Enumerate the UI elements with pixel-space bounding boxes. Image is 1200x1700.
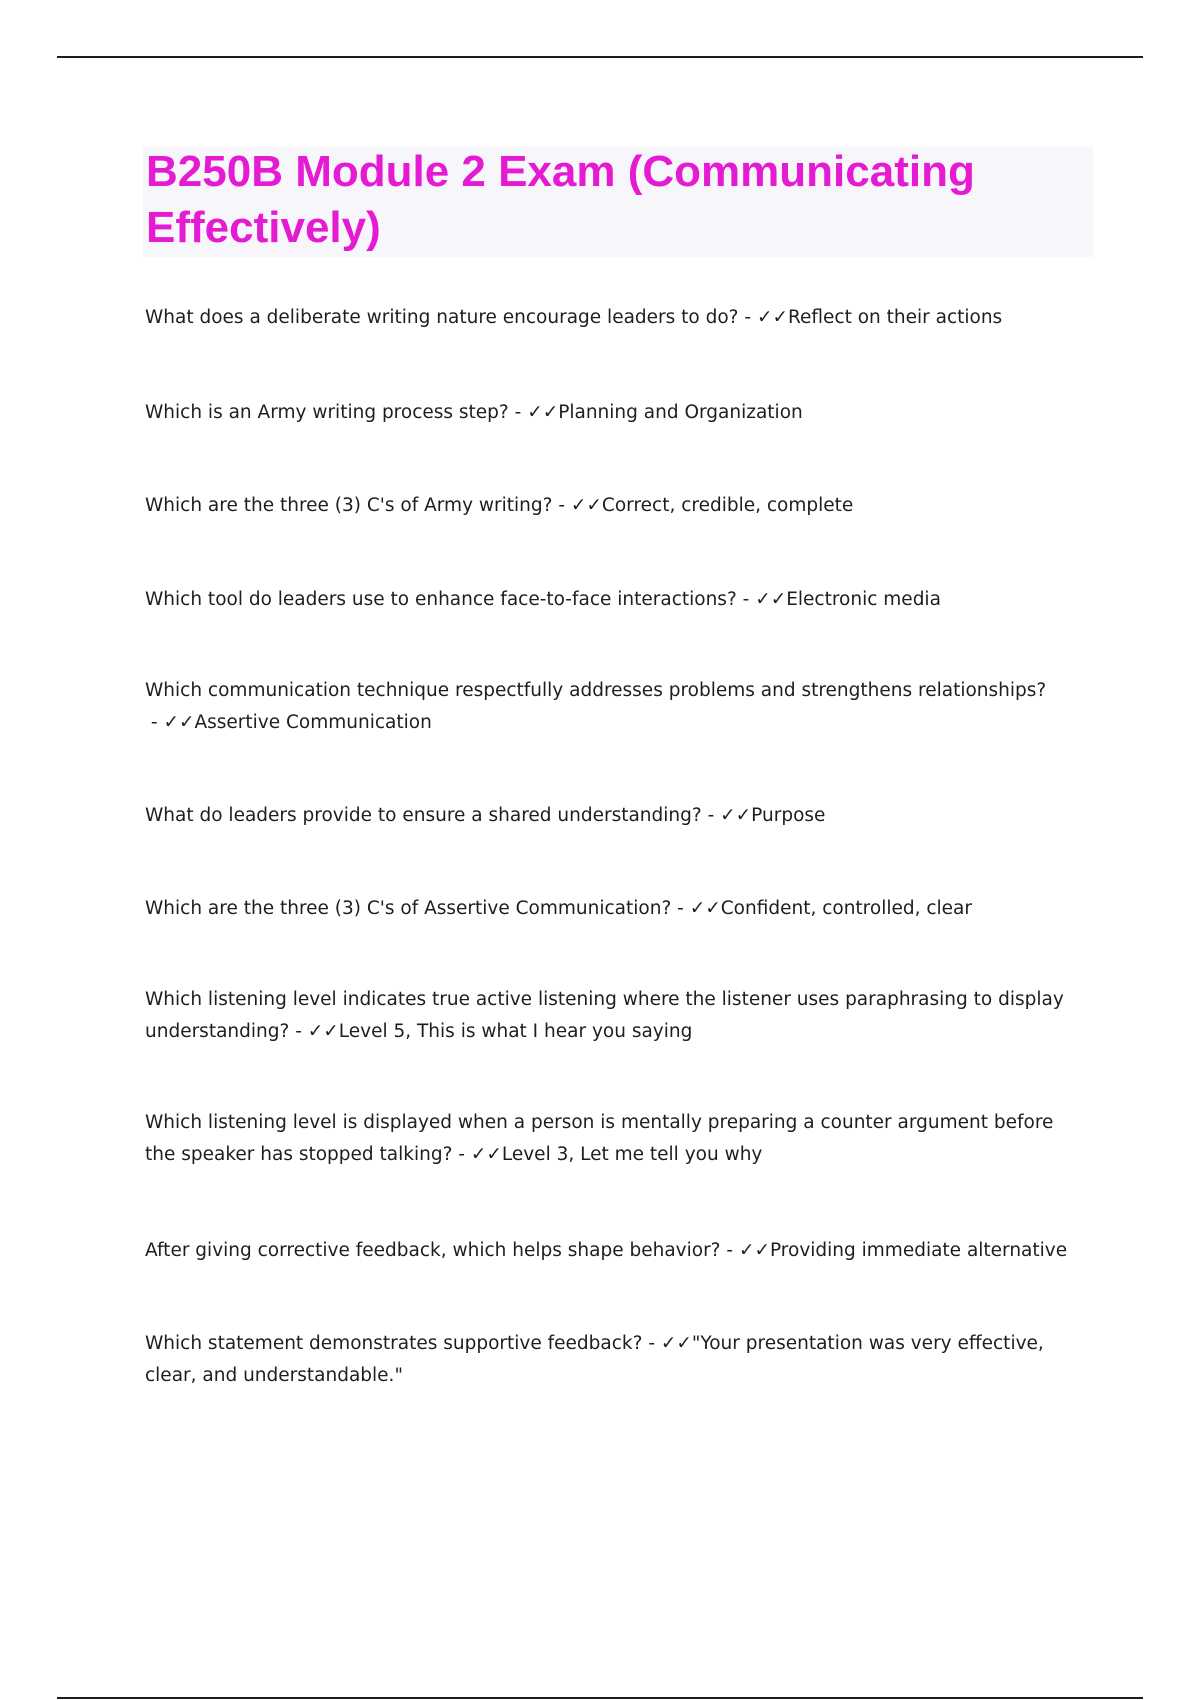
qa-item	[145, 1328, 1085, 1392]
question-text: What do leaders provide to ensure a shared understanding?	[145, 805, 702, 826]
answer-text: Providing immediate alternative	[769, 1240, 1068, 1261]
qa-item	[145, 397, 1085, 429]
qa-item	[145, 1235, 1085, 1267]
qa-item	[145, 675, 1085, 739]
question-text: Which communication technique respectfully addresses problems and strengthens relationships?	[145, 680, 1047, 701]
answer-text: Purpose	[751, 805, 826, 826]
qa-item	[145, 490, 1085, 522]
question-text: Which listening level indicates true active listening where the listener uses paraphrasing to display understanding?	[145, 989, 1064, 1042]
separator: -	[736, 589, 756, 610]
checkmark-icon: ✓✓	[720, 805, 752, 826]
checkmark-icon: ✓✓	[470, 1144, 502, 1165]
separator: -	[671, 898, 690, 919]
answer-text: "Your presentation was very effective, clear, and understandable."	[145, 1333, 1044, 1386]
separator: -	[701, 805, 721, 826]
qa-item	[145, 893, 1085, 925]
question-text: What does a deliberate writing nature encourage leaders to do?	[145, 307, 739, 328]
separator: -	[642, 1333, 661, 1354]
answer-text: Assertive Communication	[194, 712, 432, 733]
separator: -	[145, 712, 164, 733]
answer-text: Electronic media	[786, 589, 941, 610]
qa-item	[145, 584, 1085, 616]
answer-text: Level 5, This is what I hear you saying	[338, 1021, 693, 1042]
qa-item	[145, 800, 1085, 832]
answer-text: Reflect on their actions	[787, 307, 1003, 328]
separator: -	[452, 1144, 471, 1165]
answer-text: Planning and Organization	[558, 402, 803, 423]
checkmark-icon: ✓✓	[163, 712, 195, 733]
checkmark-icon: ✓✓	[756, 307, 788, 328]
bottom-rule	[57, 1697, 1143, 1699]
checkmark-icon: ✓✓	[755, 589, 787, 610]
question-text: Which statement demonstrates supportive feedback?	[145, 1333, 643, 1354]
page-title: B250B Module 2 Exam (Communicating Effectively)	[146, 147, 975, 252]
question-text: After giving corrective feedback, which helps shape behavior?	[145, 1240, 721, 1261]
question-text: Which are the three (3) C's of Army writing?	[145, 495, 553, 516]
checkmark-icon: ✓✓	[689, 898, 721, 919]
separator: -	[738, 307, 757, 328]
qa-item	[145, 1107, 1085, 1171]
checkmark-icon: ✓✓	[660, 1333, 692, 1354]
qa-item	[145, 302, 1085, 334]
checkmark-icon: ✓✓	[307, 1021, 339, 1042]
checkmark-icon: ✓✓	[738, 1240, 770, 1261]
separator: -	[289, 1021, 308, 1042]
question-text: Which tool do leaders use to enhance face-to-face interactions?	[145, 589, 737, 610]
separator: -	[720, 1240, 739, 1261]
question-text: Which is an Army writing process step?	[145, 402, 509, 423]
qa-item	[145, 984, 1085, 1048]
answer-text: Confident, controlled, clear	[720, 898, 973, 919]
separator: -	[508, 402, 528, 423]
question-text: Which listening level is displayed when a person is mentally preparing a counter argument before the speaker has stopped talking?	[145, 1112, 1054, 1165]
checkmark-icon: ✓✓	[527, 402, 559, 423]
checkmark-icon: ✓✓	[570, 495, 602, 516]
answer-text: Level 3, Let me tell you why	[501, 1144, 763, 1165]
top-rule	[57, 56, 1143, 58]
question-text: Which are the three (3) C's of Assertive Communication?	[145, 898, 672, 919]
answer-text: Correct, credible, complete	[601, 495, 854, 516]
separator: -	[552, 495, 571, 516]
